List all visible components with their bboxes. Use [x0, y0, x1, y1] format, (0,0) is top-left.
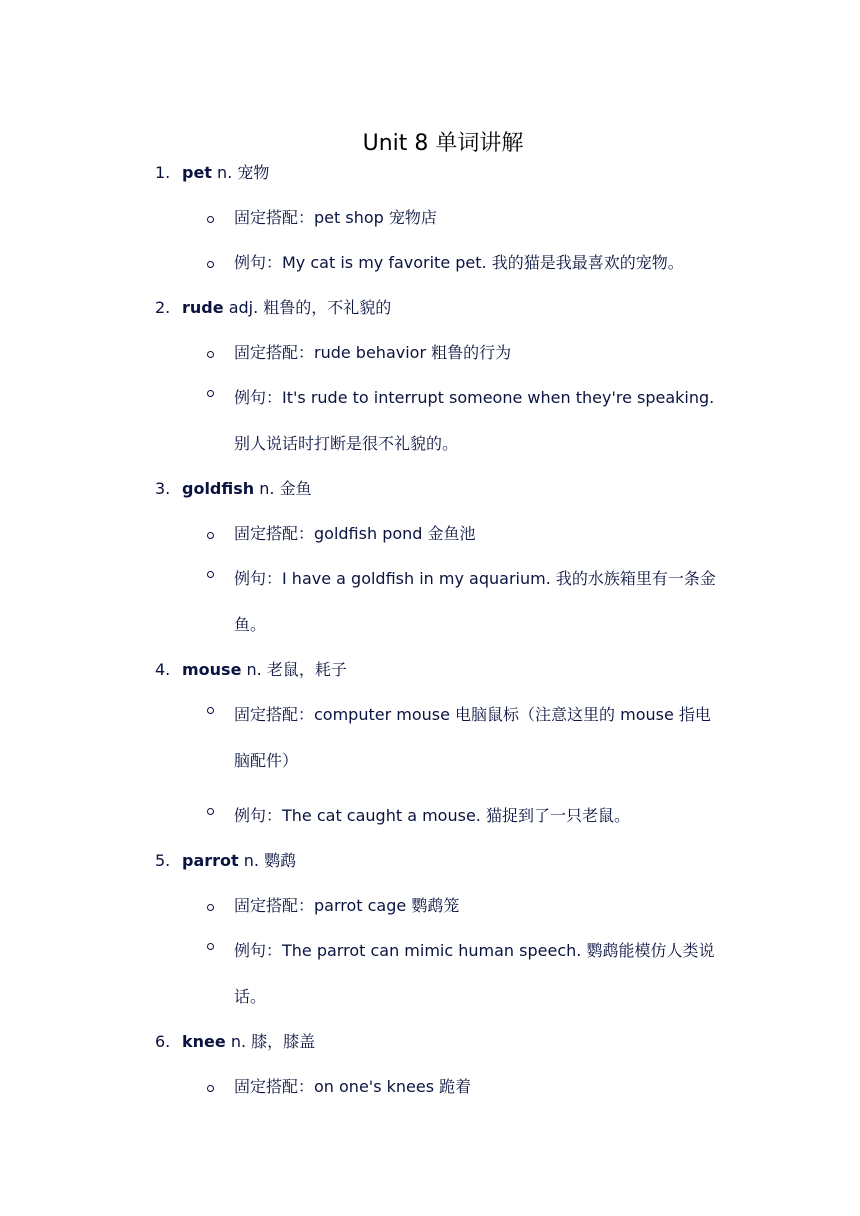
- entry-number: 4.: [155, 660, 171, 679]
- entry-heading: [0, 1029, 860, 1055]
- example-item: [0, 375, 860, 467]
- vocab-list: [0, 160, 860, 1119]
- vocab-entry-pet: [0, 160, 860, 276]
- entry-heading: [0, 476, 860, 502]
- collocation-item: [0, 340, 860, 366]
- entry-heading: [0, 657, 860, 683]
- headword: rude: [182, 298, 224, 317]
- vocab-entry-rude: [0, 295, 860, 467]
- collocation-item: [0, 521, 860, 547]
- hollow-bullet-icon: [207, 1085, 214, 1092]
- page-title: Unit 8 单词讲解: [362, 130, 524, 156]
- entry-heading: [0, 295, 860, 321]
- example-item: [0, 928, 860, 1020]
- entry-number: 3.: [155, 479, 171, 498]
- entry-number: 1.: [155, 163, 171, 182]
- hollow-bullet-icon: [207, 571, 214, 578]
- example-text: 例句：It's rude to interrupt someone when they're speaking. 别人说话时打断是很不礼貌的。: [234, 388, 715, 453]
- hollow-bullet-icon: [207, 216, 214, 223]
- part-of-speech-meaning: n. 膝，膝盖: [230, 1032, 316, 1051]
- example-item: [0, 793, 860, 839]
- headword: knee: [182, 1032, 226, 1051]
- part-of-speech-meaning: n. 老鼠，耗子: [246, 660, 347, 679]
- hollow-bullet-icon: [207, 261, 214, 268]
- vocab-entry-goldfish: [0, 476, 860, 648]
- headword: mouse: [182, 660, 242, 679]
- collocation-text: 固定搭配：rude behavior 粗鲁的行为: [234, 343, 512, 362]
- example-item: [0, 250, 860, 276]
- headword: pet: [182, 163, 212, 182]
- entry-headword: [182, 160, 269, 186]
- hollow-bullet-icon: [207, 351, 214, 358]
- vocab-entry-parrot: [0, 848, 860, 1020]
- hollow-bullet-icon: [207, 707, 214, 714]
- entry-headword: [182, 295, 391, 321]
- hollow-bullet-icon: [207, 943, 214, 950]
- collocation-text: 固定搭配：computer mouse 电脑鼠标（注意这里的 mouse 指电脑配件）: [234, 705, 711, 770]
- part-of-speech-meaning: n. 金鱼: [259, 479, 312, 498]
- part-of-speech-meaning: n. 宠物: [217, 163, 270, 182]
- part-of-speech-meaning: n. 鹦鹉: [243, 851, 297, 870]
- collocation-item: [0, 205, 860, 231]
- entry-number: 6.: [155, 1032, 171, 1051]
- entry-number: 5.: [155, 851, 171, 870]
- entry-heading: [0, 848, 860, 874]
- hollow-bullet-icon: [207, 532, 214, 539]
- entry-number: 2.: [155, 298, 171, 317]
- vocab-entry-mouse: [0, 657, 860, 839]
- example-text: 例句：I have a goldfish in my aquarium. 我的水族箱里有一条金鱼。: [234, 569, 716, 634]
- entry-headword: [182, 657, 347, 683]
- collocation-text: 固定搭配：on one's knees 跪着: [234, 1077, 472, 1096]
- example-text: 例句：The parrot can mimic human speech. 鹦鹉能模仿人类说话。: [234, 941, 715, 1006]
- part-of-speech-meaning: adj. 粗鲁的，不礼貌的: [228, 298, 392, 317]
- entry-heading: [0, 160, 860, 186]
- headword: goldfish: [182, 479, 255, 498]
- hollow-bullet-icon: [207, 808, 214, 815]
- hollow-bullet-icon: [207, 904, 214, 911]
- entry-headword: [182, 848, 296, 874]
- example-text: 例句：My cat is my favorite pet. 我的猫是我最喜欢的宠物。: [234, 253, 684, 272]
- vocab-entry-knee: [0, 1029, 860, 1100]
- collocation-text: 固定搭配：goldfish pond 金鱼池: [234, 524, 476, 543]
- entry-headword: [182, 476, 312, 502]
- collocation-text: 固定搭配：parrot cage 鹦鹉笼: [234, 896, 460, 915]
- collocation-item: [0, 893, 860, 919]
- entry-headword: [182, 1029, 315, 1055]
- collocation-item: [0, 692, 860, 784]
- headword: parrot: [182, 851, 239, 870]
- example-item: [0, 556, 860, 648]
- collocation-text: 固定搭配：pet shop 宠物店: [234, 208, 437, 227]
- collocation-item: [0, 1074, 860, 1100]
- hollow-bullet-icon: [207, 390, 214, 397]
- example-text: 例句：The cat caught a mouse. 猫捉到了一只老鼠。: [234, 806, 630, 825]
